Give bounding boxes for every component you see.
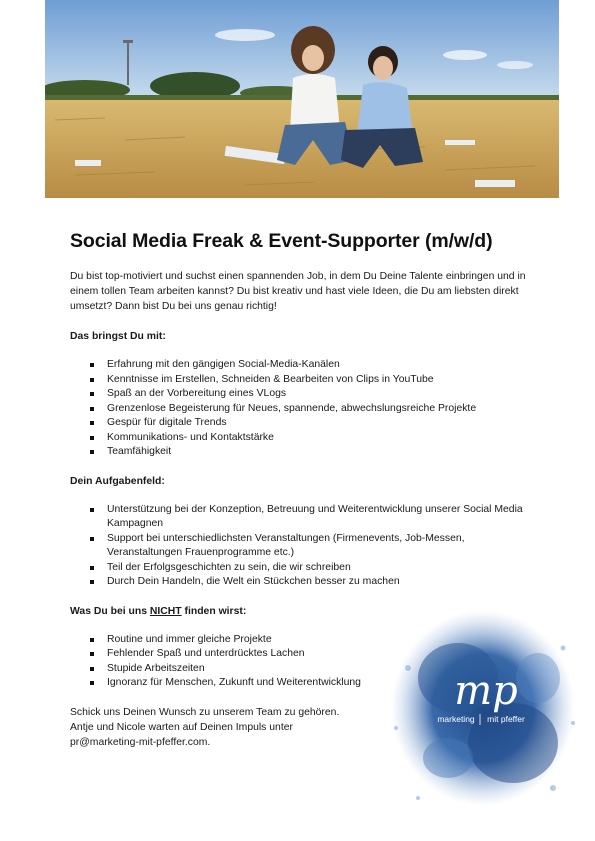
powder-splash-logo <box>388 608 578 813</box>
list-item: Kenntnisse im Erstellen, Schneiden & Bearbeiten von Clips in YouTube <box>70 373 540 388</box>
job-title: Social Media Freak & Event-Supporter (m/w/d) <box>70 230 493 252</box>
list-item: Gespür für digitale Trends <box>70 416 540 431</box>
list-item: Kommunikations- und Kontaktstärke <box>70 431 540 446</box>
header-photo <box>45 0 559 198</box>
list-item: Routine und immer gleiche Projekte <box>70 633 407 648</box>
logo-monogram: mp <box>454 668 518 714</box>
list-item: Erfahrung mit den gängigen Social-Media-Kanälen <box>70 358 540 373</box>
tasks-list <box>70 503 540 590</box>
skills-list <box>70 358 540 460</box>
logo-text-right: mit pfeffer <box>487 714 525 724</box>
list-item: Grenzenlose Begeisterung für Neues, spannende, abwechslungsreiche Projekte <box>70 402 540 417</box>
list-item: Unterstützung bei der Konzeption, Betreuung und Weiterentwicklung unserer Social Media Kampagnen <box>70 503 540 532</box>
contact-email[interactable]: pr@marketing-mit-pfeffer.com. <box>70 736 211 748</box>
list-item: Fehlender Spaß und unterdrücktes Lachen <box>70 647 407 662</box>
list-item: Teil der Erfolgsgeschichten zu sein, die wir schreiben <box>70 561 540 576</box>
list-item: Teamfähigkeit <box>70 445 540 460</box>
not-heading-suffix: finden wirst: <box>181 605 247 617</box>
closing-line-2: Antje und Nicole warten auf Deinen Impuls unter <box>70 721 293 733</box>
logo-text-left: marketing <box>437 714 475 724</box>
closing-line-1: Schick uns Deinen Wunsch zu unserem Team zu gehören. <box>70 706 340 718</box>
list-item: Ignoranz für Menschen, Zukunft und Weiterentwicklung <box>70 676 407 691</box>
not-heading-emphasis: NICHT <box>149 605 182 617</box>
list-item: Durch Dein Handeln, die Welt ein Stückchen besser zu machen <box>70 575 540 590</box>
skills-heading: Das bringst Du mit: <box>70 331 166 342</box>
company-logo <box>388 608 578 813</box>
list-item: Support bei unterschiedlichsten Veranstaltungen (Firmenevents, Job-Messen, Veranstaltungen Frauenprogramme etc.) <box>70 532 540 561</box>
not-heading-prefix: Was Du bei uns <box>70 605 150 617</box>
intro-paragraph: Du bist top-motiviert und suchst einen spannenden Job, in dem Du Deine Talente einbringen und in einem tollen Team arbeiten kannst? Du bist kreativ und hast viele Ideen, die Du am liebsten direkt umsetzt? Dann bist Du bei uns genau richtig! <box>70 271 526 312</box>
list-item: Spaß an der Vorbereitung eines VLogs <box>70 387 540 402</box>
field-scene-image <box>45 0 559 198</box>
tasks-heading: Dein Aufgabenfeld: <box>70 475 165 487</box>
list-item: Stupide Arbeitszeiten <box>70 662 407 677</box>
